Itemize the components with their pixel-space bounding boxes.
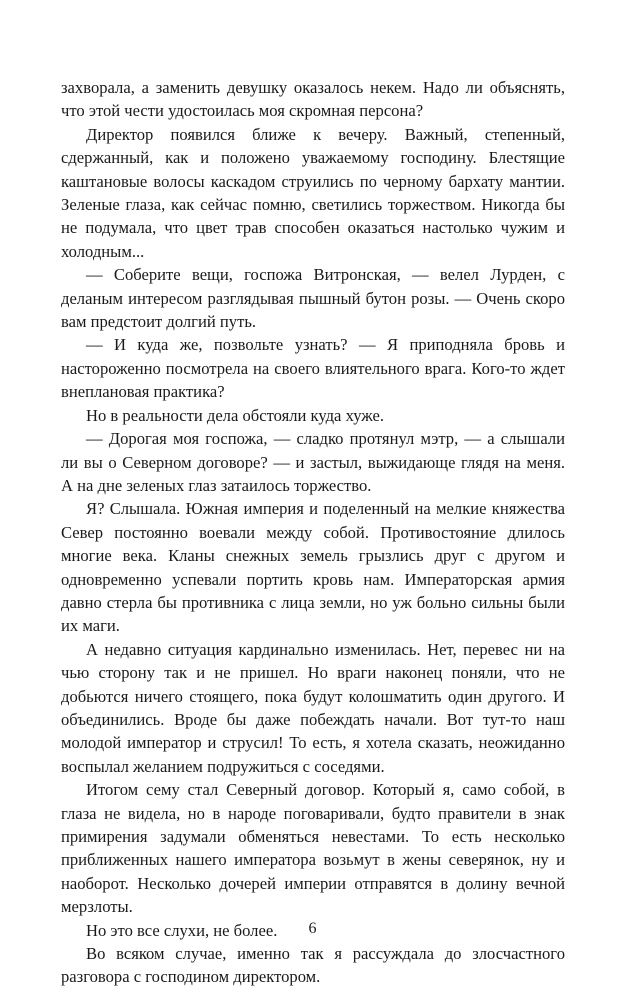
paragraph: Директор появился ближе к вечеру. Важный, степенный, сдержанный, как и положено уважаемому господину. Блестящие каштановые волосы каскадом струились по черному бархату мантии. Зеленые глаза, как сейчас помню, светились торжеством. Никогда бы не подумала, что цвет трав способен оказаться настолько чужим и холодным... [61, 124, 565, 261]
paragraph: Но это все слухи, не более. [86, 920, 278, 940]
paragraph: Я? Слышала. Южная империя и поделенный на мелкие княжества Север постоянно воевали между собой. Противостояние длилось многие века. Кланы снежных земель грызлись друг с другом и одновременно успевали портить кровь нам. Императорская армия давно стерла бы противника с лица земли, но уж больно сильны были их маги. [61, 499, 565, 636]
paragraph: Но в реальности дела обстояли куда хуже. [86, 405, 385, 425]
page-body [61, 76, 565, 989]
paragraph: Итогом сему стал Северный договор. Который я, само собой, в глаза не видела, но в народе поговаривали, будто правители в знак примирения задумали обменяться невестами. То есть несколько приближенных нашего императора возьмут в жены северянок, ну и наоборот. Несколько дочерей империи отправятся в долину вечной мерзлоты. [61, 780, 565, 917]
paragraph: Во всяком случае, именно так я рассуждала до злосчастного разговора с господином директором. [61, 944, 565, 987]
paragraph: — И куда же, позвольте узнать? — Я приподняла бровь и настороженно посмотрела на своего влиятельного врага. Кого-то ждет внеплановая практика? [61, 335, 565, 402]
paragraph: захворала, а заменить девушку оказалось некем. Надо ли объяснять, что этой чести удостоилась моя скромная персона? [61, 78, 565, 121]
page-number: 6 [308, 920, 317, 937]
paragraph: — Соберите вещи, госпожа Витронская, — велел Лурден, с деланым интересом разглядывая пышный бутон розы. — Очень скоро вам предстоит долгий путь. [61, 265, 565, 332]
paragraph: — Дорогая моя госпожа, — сладко протянул мэтр, — а слышали ли вы о Северном договоре? — и застыл, выжидающе глядя на меня. А на дне зеленых глаз затаилось торжество. [61, 429, 565, 495]
paragraph: А недавно ситуация кардинально изменилась. Нет, перевес ни на чью сторону так и не пришел. Но враги наконец поняли, что не добьются ничего стоящего, пока будут колошматить один другого. И объединились. Вроде бы даже побеждать начали. Вот тут-то наш молодой император и струсил! То есть, я хотела сказать, неожиданно воспылал желанием подружиться с соседями. [61, 639, 565, 776]
